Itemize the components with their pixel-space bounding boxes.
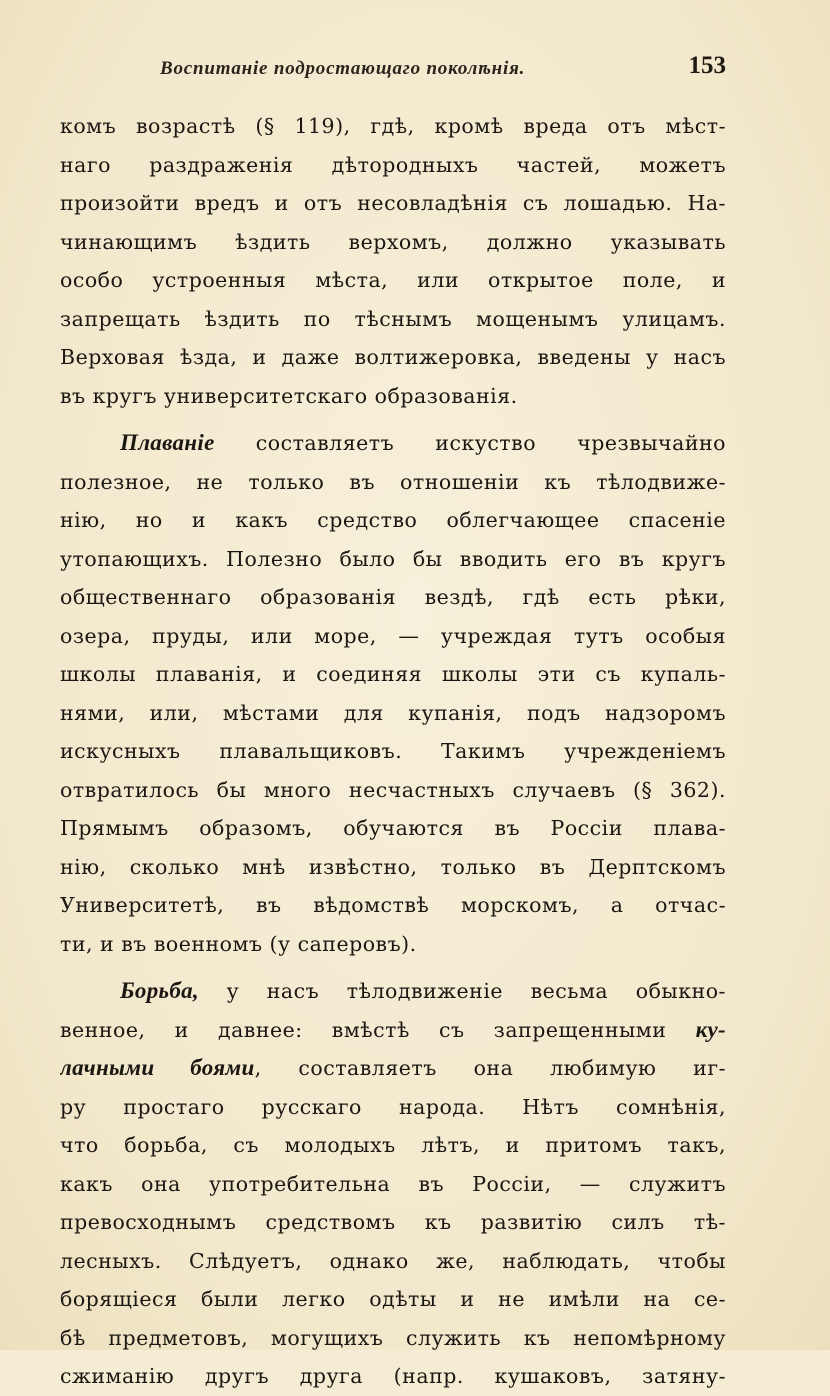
text-span: у насъ тѣлодвиженіе весьма обыкно- — [198, 979, 726, 1003]
text-span: венное, и давнее: вмѣстѣ съ запрещенными — [60, 1017, 696, 1042]
text-line: ру простаго русскаго народа. Нѣтъ сомнѣнія, — [60, 1094, 726, 1119]
text-span: , составляетъ она любимую иг- — [254, 1056, 726, 1080]
text-line: борящіеся были легко одѣты и не имѣли на се- — [60, 1287, 726, 1311]
text-span: составляетъ искуство чрезвычайно — [214, 431, 726, 455]
text-line: нію, сколько мнѣ извѣстно, только въ Дерптскомъ — [60, 854, 726, 879]
text-line: полезное, не только въ отношеніи къ тѣлодвиже- — [60, 469, 726, 494]
italic-term: лачными боями — [60, 1055, 255, 1080]
text-line — [60, 1011, 726, 1050]
text-line: утопающихъ. Полезно было бы вводить его въ кругъ — [60, 546, 726, 571]
text-line — [60, 1049, 726, 1088]
page-body — [60, 107, 726, 1396]
running-title: Воспитаніе подростающаго поколѣнія. — [160, 58, 526, 79]
text-line: Прямымъ образомъ, обучаются въ Россіи плава- — [60, 816, 726, 840]
text-line: что борьба, съ молодыхъ лѣтъ, и притомъ такъ, — [60, 1133, 726, 1157]
text-line: озера, пруды, или море, — учреждая тутъ особыя — [60, 623, 726, 648]
text-line: нію, но и какъ средство облегчающее спасеніе — [60, 508, 726, 532]
text-line: нями, или, мѣстами для купанія, подъ надзоромъ — [60, 700, 726, 725]
italic-term: Плаваніе — [120, 430, 215, 455]
text-line: превосходнымъ средствомъ къ развитію силъ тѣ- — [60, 1210, 726, 1234]
page-number: 153 — [688, 52, 726, 79]
italic-term: ку- — [695, 1016, 726, 1042]
text-line: чинающимъ ѣздить верхомъ, должно указывать — [60, 229, 726, 254]
paragraph-wrestling — [60, 972, 726, 1396]
text-line: общественнаго образованія вездѣ, гдѣ есть рѣки, — [60, 585, 726, 609]
text-line: особо устроенныя мѣста, или открытое поле, и — [60, 268, 726, 292]
text-line: Верховая ѣзда, и даже волтижеровка, введены у насъ — [60, 345, 726, 369]
text-line: искусныхъ плавальщиковъ. Такимъ учрежденіемъ — [60, 739, 726, 763]
text-line: ти, и въ военномъ (у саперовъ). — [60, 931, 417, 956]
text-line: Университетѣ, въ вѣдомствѣ морскомъ, а отчас- — [60, 893, 726, 917]
italic-term: Борьба, — [120, 978, 199, 1003]
text-line — [60, 972, 726, 1011]
paragraph-riding — [60, 107, 726, 415]
text-line: произойти вредъ и отъ несовладѣнія съ лошадью. На- — [60, 191, 726, 215]
text-line: бѣ предметовъ, могущихъ служить къ непомѣрному — [60, 1325, 726, 1350]
page-header — [60, 52, 730, 88]
text-line: наго раздраженія дѣтородныхъ частей, можетъ — [60, 152, 726, 177]
paragraph-swimming — [60, 424, 726, 963]
text-line: школы плаванія, и соединяя школы эти съ купаль- — [60, 662, 726, 686]
text-line: лесныхъ. Слѣдуетъ, однако же, наблюдать, чтобы — [60, 1248, 726, 1273]
text-line: въ кругъ университетскаго образованія. — [60, 383, 518, 408]
text-line: запрещать ѣздить по тѣснымъ мощенымъ улицамъ. — [60, 306, 726, 331]
text-line: сжиманію другъ друга (напр. кушаковъ, затяну- — [60, 1364, 726, 1388]
text-line: комъ возрастѣ (§ 119), гдѣ, кромѣ вреда отъ мѣст- — [60, 114, 726, 138]
text-line: какъ она употребительна въ Россіи, — служитъ — [60, 1171, 726, 1196]
text-line: отвратилось бы много несчастныхъ случаевъ (§ 362). — [60, 777, 726, 802]
text-line — [60, 424, 726, 463]
